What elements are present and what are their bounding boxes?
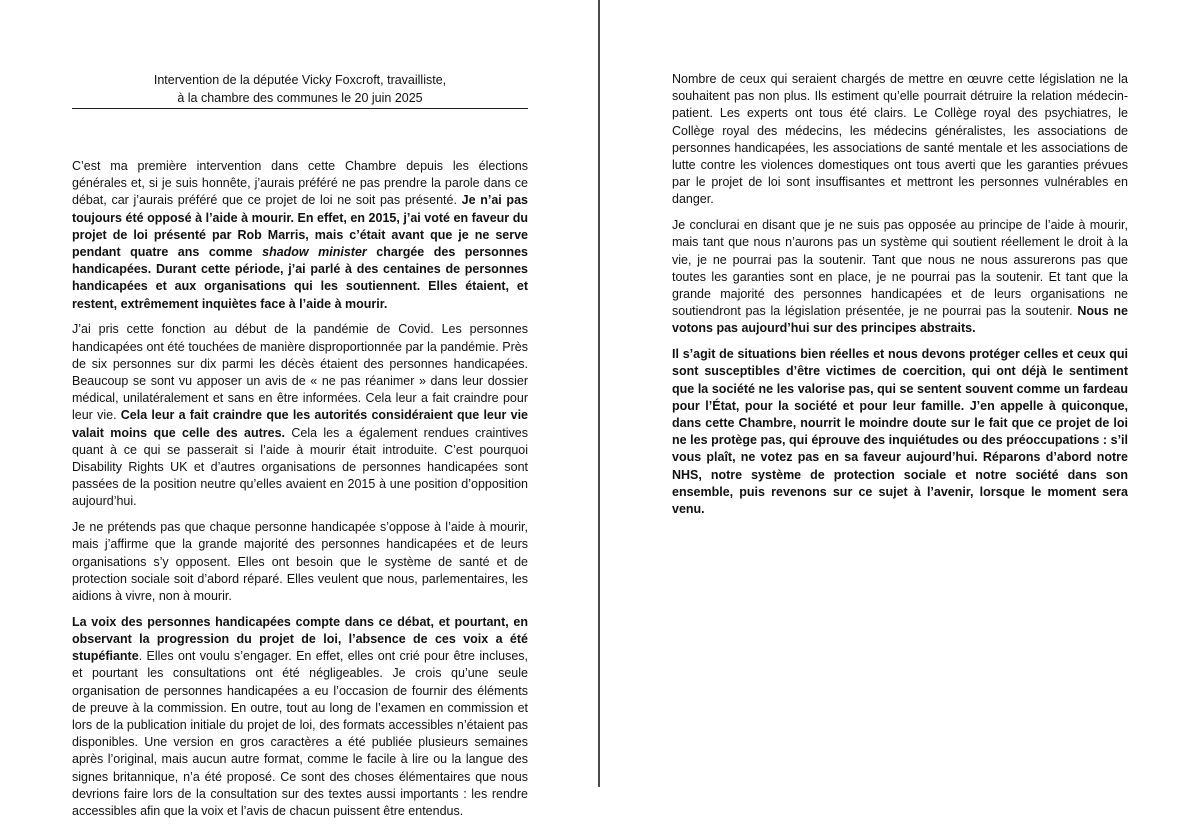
paragraph [72, 321, 528, 510]
bold-text-run: Je n’ai pas toujours été opposé à l’aide à mourir. En effet, en 2015, j’ai voté en faveur du projet de loi présenté par Rob Marris, mais c’était avant que je ne serve pendant quatre ans comme [72, 193, 528, 260]
paragraph [672, 346, 1128, 518]
document-page-left [0, 0, 598, 819]
text-run: J’ai pris cette fonction au début de la pandémie de Covid. Les personnes handicapées ont été touchées de manière disproportionnée par la pandémie. Près de six personnes sur dix parmi les décès étaient des personnes handicapées. Beaucoup se sont vu apposer un avis de « ne pas réanimer » dans leur dossier médical, unilatéralement et sans en être informées. Cela leur a fait craindre pour leur vie. [72, 322, 528, 423]
paragraph [72, 519, 528, 605]
paragraph [72, 614, 528, 820]
text-run: Je conclurai en disant que je ne suis pas opposée au principe de l’aide à mourir, mais tant que nous n’aurons pas un système qui soutient réellement le droit à la vie, je ne pourrai pas la soutenir. Tant que nous ne nous assurerons pas que toutes les garanties sont en place, je ne pourrai pas la soutenir. Et tant que la grande majorité des personnes handicapées et de leurs organisations ne soutiendront pas la législation présentée, je ne pourrai pas la soutenir. [672, 218, 1128, 319]
text-run: . Elles ont voulu s’engager. En effet, elles ont crié pour être incluses, et pourtant les consultations ont été négligeables. Je crois qu’une seule organisation de personnes handicapées a eu l’occasion de fournir des éléments de preuve à la commission. En outre, tout au long de l’examen en commission et lors de la publication initiale du projet de loi, des formats accessibles n’étaient pas disponibles. Une version en gros caractères a été publiée plusieurs semaines après l’original, mais aucun autre format, comme le facile à lire ou la langue des signes britannique, n’a été proposé. Ce sont des choses élémentaires que nous devrions faire lors de la consultation sur des textes aussi importants : les rendre accessibles afin que la voix et l’avis de chacun puissent être entendus. [72, 649, 528, 819]
header-line-1: Intervention de la députée Vicky Foxcroft, travailliste, [153, 73, 447, 87]
left-column-text [72, 158, 528, 829]
right-column-text [672, 71, 1128, 527]
header-divider [72, 108, 528, 109]
text-run: C’est ma première intervention dans cette Chambre depuis les élections générales et, si je suis honnête, j’aurais préféré ne pas prendre la parole dans ce débat, car j’aurais préféré que ce projet de loi ne soit pas présenté. [72, 159, 528, 208]
document-page-right [600, 0, 1200, 787]
paragraph [72, 158, 528, 313]
bold-text-run: Il s’agit de situations bien réelles et nous devons protéger celles et ceux qui sont susceptibles d’être victimes de coercition, qui ont déjà le sentiment que la société ne les valorise pas, qui se sentent souvent comme un fardeau pour l’État, pour la société et pour leur famille. J’en appelle à quiconque, dans cette Chambre, nourrit le moindre doute sur le fait que ce projet de loi ne les protège pas, qui éprouve des inquiétudes ou des préoccupations : s’il vous plaît, ne votez pas en sa faveur aujourd’hui. Réparons d’abord notre NHS, notre système de protection sociale et notre société dans son ensemble, puis revenons sur ce sujet à l’avenir, lorsque le moment sera venu. [672, 347, 1128, 517]
document-header [72, 71, 528, 107]
header-line-2: à la chambre des communes le 20 juin 2025 [177, 91, 423, 105]
text-run: Je ne prétends pas que chaque personne handicapée s’oppose à l’aide à mourir, mais j’affirme que la grande majorité des personnes handicapées et de leurs organisations s’y opposent. Elles ont besoin que le système de santé et de protection sociale soit d’abord réparé. Elles veulent que nous, parlementaires, les aidions à vivre, non à mourir. [72, 520, 528, 604]
bold-text-run: chargée des personnes handicapées. Durant cette période, j’ai parlé à des centaines de personnes handicapées et aux organisations qui les soutiennent. Elles étaient, et restent, extrêmement inquiètes face à l’aide à mourir. [72, 245, 528, 311]
paragraph [672, 217, 1128, 337]
text-run: Nombre de ceux qui seraient chargés de mettre en œuvre cette législation ne la souhaitent pas non plus. Ils estiment qu’elle pourrait détruire la relation médecin-patient. Les experts ont tous été clairs. Le Collège royal des psychiatres, le Collège royal des médecins, les médecins généralistes, les associations de personnes handicapées, les associations de santé mentale et les associations de lutte contre les violences domestiques ont tous averti que les garanties prévues par le projet de loi sont insuffisantes et mettront les personnes vulnérables en danger. [672, 72, 1128, 207]
bold-text-run: Nous ne votons pas aujourd’hui sur des principes abstraits. [672, 304, 1128, 336]
paragraph [672, 71, 1128, 209]
bold-text-run: La voix des personnes handicapées compte dans ce débat, et pourtant, en observant la progression du projet de loi, l’absence de ces voix a été stupéfiante [72, 614, 528, 664]
text-run: Cela les a également rendues craintives quant à ce qui se passerait si l’aide à mourir était introduite. C’est pourquoi Disability Rights UK et d’autres organisations de personnes handicapées sont passées de la position neutre qu’elles avaient en 2015 à une position d’opposition aujourd’hui. [72, 425, 528, 509]
bold-italic-text-run: shadow minister [262, 245, 367, 260]
bold-text-run: Cela leur a fait craindre que les autorités considéraient que leur vie valait moins que celle des autres. [72, 408, 528, 440]
